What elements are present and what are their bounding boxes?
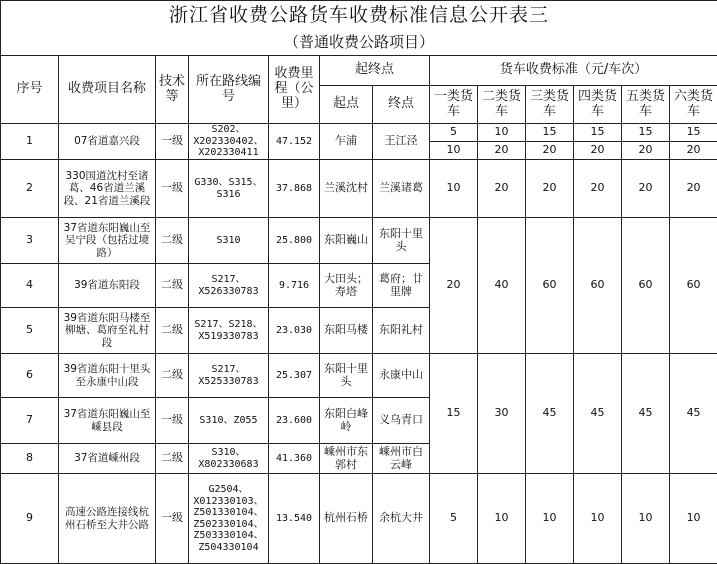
- cell-route: G330、S315、S316: [189, 160, 269, 218]
- cell-mileage: 25.307: [269, 354, 320, 398]
- cell-seq: 4: [1, 264, 59, 308]
- cell-start: 嵊州市东郭村: [320, 444, 373, 474]
- cell-seq: 3: [1, 218, 59, 264]
- cell-grade: 二级: [156, 264, 189, 308]
- cell-fee: 45: [574, 354, 622, 474]
- cell-fee: 15: [670, 124, 717, 142]
- cell-fee: 60: [670, 218, 717, 354]
- cell-route: S310、X802330683: [189, 444, 269, 474]
- cell-fee: 15: [574, 124, 622, 142]
- cell-fee: 20: [574, 160, 622, 218]
- cell-grade: 一级: [156, 124, 189, 160]
- cell-fee: 10: [526, 474, 574, 564]
- header-class4: 四类货车: [574, 86, 622, 124]
- cell-mileage: 25.800: [269, 218, 320, 264]
- table-row: [1, 354, 717, 398]
- cell-fee: 60: [574, 218, 622, 354]
- cell-seq: 5: [1, 308, 59, 354]
- cell-fee: 60: [622, 218, 670, 354]
- header-class3: 三类货车: [526, 86, 574, 124]
- cell-fee: 45: [526, 354, 574, 474]
- cell-project-name: 37省道嵊州段: [59, 444, 156, 474]
- cell-seq: 9: [1, 474, 59, 564]
- cell-fee: 20: [622, 160, 670, 218]
- cell-fee: 45: [670, 354, 717, 474]
- cell-project-name: 07省道嘉兴段: [59, 124, 156, 160]
- cell-seq: 6: [1, 354, 59, 398]
- page-title: 浙江省收费公路货车收费标准信息公开表三: [1, 1, 717, 32]
- cell-project-name: 330国道沈村至诸葛、46省道兰溪段、21省道兰溪段: [59, 160, 156, 218]
- cell-fee: 10: [430, 160, 478, 218]
- cell-grade: 一级: [156, 474, 189, 564]
- cell-grade: 二级: [156, 308, 189, 354]
- cell-project-name: 39省道东阳段: [59, 264, 156, 308]
- cell-route: S217、X526330783: [189, 264, 269, 308]
- cell-project-name: 高速公路连接线杭州石桥至大井公路: [59, 474, 156, 564]
- cell-fee: 20: [622, 142, 670, 160]
- cell-fee: 5: [430, 124, 478, 142]
- cell-seq: 1: [1, 124, 59, 160]
- cell-fee: 20: [670, 142, 717, 160]
- cell-project-name: 37省道东阳巍山至嵊县段: [59, 398, 156, 444]
- header-fee-standard: 货车收费标准（元/车次）: [430, 56, 717, 86]
- header-class1: 一类货车: [430, 86, 478, 124]
- cell-mileage: 37.868: [269, 160, 320, 218]
- cell-fee: 15: [430, 354, 478, 474]
- cell-fee: 10: [670, 474, 717, 564]
- cell-fee: 20: [478, 142, 526, 160]
- cell-grade: 二级: [156, 218, 189, 264]
- cell-start: 东阳白峰岭: [320, 398, 373, 444]
- cell-end: 东阳十里头: [373, 218, 430, 264]
- header-class5: 五类货车: [622, 86, 670, 124]
- cell-fee: 10: [622, 474, 670, 564]
- cell-fee: 10: [574, 474, 622, 564]
- cell-fee: 20: [670, 160, 717, 218]
- cell-end: 嵊州市白云峰: [373, 444, 430, 474]
- table-row: [1, 474, 717, 564]
- cell-start: 大田头；寿塔: [320, 264, 373, 308]
- cell-seq: 2: [1, 160, 59, 218]
- cell-project-name: 39省道东阳马楼至柳塘、葛府至礼村段: [59, 308, 156, 354]
- cell-end: 王江泾: [373, 124, 430, 160]
- cell-grade: 二级: [156, 354, 189, 398]
- cell-mileage: 9.716: [269, 264, 320, 308]
- header-class6: 六类货车: [670, 86, 717, 124]
- table-row: [1, 124, 717, 142]
- header-seq: 序号: [1, 56, 59, 124]
- cell-route: S217、S218、X519330783: [189, 308, 269, 354]
- cell-fee: 30: [478, 354, 526, 474]
- table-row: [1, 160, 717, 218]
- cell-fee: 20: [574, 142, 622, 160]
- cell-end: 余杭大井: [373, 474, 430, 564]
- cell-fee: 15: [622, 124, 670, 142]
- header-tech-grade: 技术等: [156, 56, 189, 124]
- header-route-no: 所在路线编号: [189, 56, 269, 124]
- header-end: 终点: [373, 86, 430, 124]
- cell-mileage: 23.030: [269, 308, 320, 354]
- cell-mileage: 13.540: [269, 474, 320, 564]
- cell-start: 杭州石桥: [320, 474, 373, 564]
- cell-mileage: 23.600: [269, 398, 320, 444]
- header-start: 起点: [320, 86, 373, 124]
- cell-end: 东阳礼村: [373, 308, 430, 354]
- cell-end: 义乌青口: [373, 398, 430, 444]
- cell-grade: 一级: [156, 398, 189, 444]
- cell-start: 东阳马楼: [320, 308, 373, 354]
- cell-mileage: 47.152: [269, 124, 320, 160]
- cell-project-name: 37省道东阳巍山至吴宁段（包括过境路）: [59, 218, 156, 264]
- cell-route: S202、X202330402、X202330411: [189, 124, 269, 160]
- cell-project-name: 39省道东阳十里头至永康中山段: [59, 354, 156, 398]
- header-start-end: 起终点: [320, 56, 430, 86]
- cell-fee: 20: [430, 218, 478, 354]
- cell-start: 兰溪沈村: [320, 160, 373, 218]
- cell-fee: 20: [526, 142, 574, 160]
- cell-fee: 40: [478, 218, 526, 354]
- cell-route: S310、Z055: [189, 398, 269, 444]
- cell-fee: 20: [478, 160, 526, 218]
- cell-start: 东阳十里头: [320, 354, 373, 398]
- cell-mileage: 41.360: [269, 444, 320, 474]
- cell-seq: 7: [1, 398, 59, 444]
- cell-end: 永康中山: [373, 354, 430, 398]
- cell-fee: 20: [526, 160, 574, 218]
- page-subtitle: （普通收费公路项目）: [1, 31, 717, 56]
- cell-start: 乍浦: [320, 124, 373, 160]
- header-project-name: 收费项目名称: [59, 56, 156, 124]
- cell-route: G2504、X012330103、Z501330104、Z502330104、Z503330104、Z504330104: [189, 474, 269, 564]
- cell-end: 葛府；廿里牌: [373, 264, 430, 308]
- cell-seq: 8: [1, 444, 59, 474]
- cell-fee: 10: [478, 124, 526, 142]
- table-row: [1, 218, 717, 264]
- cell-fee: 15: [526, 124, 574, 142]
- cell-fee: 10: [478, 474, 526, 564]
- cell-fee: 10: [430, 142, 478, 160]
- cell-grade: 一级: [156, 160, 189, 218]
- header-class2: 二类货车: [478, 86, 526, 124]
- cell-fee: 5: [430, 474, 478, 564]
- header-mileage: 收费里程（公里）: [269, 56, 320, 124]
- cell-route: S310: [189, 218, 269, 264]
- cell-route: S217、X525330783: [189, 354, 269, 398]
- cell-fee: 45: [622, 354, 670, 474]
- cell-start: 东阳巍山: [320, 218, 373, 264]
- cell-fee: 60: [526, 218, 574, 354]
- cell-end: 兰溪诸葛: [373, 160, 430, 218]
- cell-grade: 二级: [156, 444, 189, 474]
